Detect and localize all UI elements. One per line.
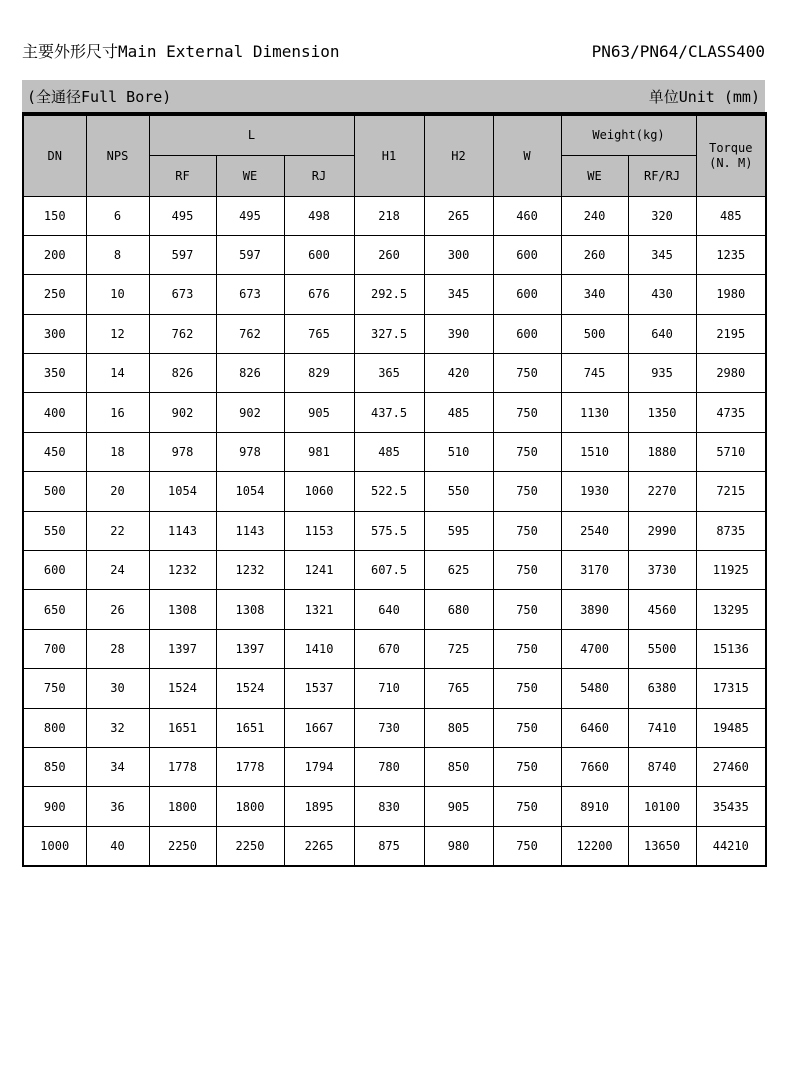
table-cell: 500: [561, 314, 628, 353]
table-cell: 1524: [216, 669, 284, 708]
table-cell: 400: [23, 393, 86, 432]
subtitle-bar: [22, 80, 765, 112]
table-cell: 327.5: [354, 314, 424, 353]
table-cell: 1667: [284, 708, 354, 747]
table-cell: 750: [493, 354, 561, 393]
table-cell: 1143: [216, 511, 284, 550]
table-cell: 44210: [696, 826, 766, 865]
table-cell: 19485: [696, 708, 766, 747]
table-cell: 730: [354, 708, 424, 747]
table-cell: 1930: [561, 472, 628, 511]
table-cell: 11925: [696, 551, 766, 590]
table-cell: 437.5: [354, 393, 424, 432]
table-cell: 345: [424, 275, 493, 314]
table-cell: 750: [493, 787, 561, 826]
table-cell: 2980: [696, 354, 766, 393]
table-cell: 650: [23, 590, 86, 629]
table-cell: 17315: [696, 669, 766, 708]
table-row: [23, 235, 766, 274]
table-cell: 1397: [216, 629, 284, 668]
table-cell: 12: [86, 314, 149, 353]
table-cell: 34: [86, 747, 149, 786]
table-cell: 485: [424, 393, 493, 432]
table-cell: 765: [424, 669, 493, 708]
table-cell: 750: [493, 511, 561, 550]
table-cell: 2250: [216, 826, 284, 865]
table-cell: 485: [696, 196, 766, 235]
table-cell: 250: [23, 275, 86, 314]
table-cell: 676: [284, 275, 354, 314]
table-cell: 978: [216, 432, 284, 471]
dimension-table: [22, 112, 767, 867]
table-cell: 600: [493, 235, 561, 274]
table-cell: 390: [424, 314, 493, 353]
table-cell: 902: [149, 393, 216, 432]
table-cell: 345: [628, 235, 696, 274]
table-cell: 1794: [284, 747, 354, 786]
table-cell: 725: [424, 629, 493, 668]
table-header: [23, 114, 766, 196]
table-cell: 13295: [696, 590, 766, 629]
table-row: [23, 826, 766, 865]
table-cell: 2250: [149, 826, 216, 865]
table-cell: 1510: [561, 432, 628, 471]
table-cell: 600: [23, 551, 86, 590]
table-cell: 700: [23, 629, 86, 668]
table-cell: 800: [23, 708, 86, 747]
table-cell: 5480: [561, 669, 628, 708]
col-header-torque: [696, 114, 766, 196]
table-cell: 260: [354, 235, 424, 274]
table-row: [23, 708, 766, 747]
table-cell: 762: [149, 314, 216, 353]
table-cell: 597: [149, 235, 216, 274]
bore-type-label: (全通径Full Bore): [27, 87, 172, 106]
table-cell: 3890: [561, 590, 628, 629]
table-cell: 935: [628, 354, 696, 393]
table-cell: 750: [493, 432, 561, 471]
table-cell: 4560: [628, 590, 696, 629]
table-cell: 22: [86, 511, 149, 550]
table-cell: 260: [561, 235, 628, 274]
unit-label: 单位Unit (mm): [648, 87, 760, 106]
table-cell: 600: [284, 235, 354, 274]
table-cell: 300: [424, 235, 493, 274]
table-cell: 4700: [561, 629, 628, 668]
table-cell: 3730: [628, 551, 696, 590]
table-cell: 1000: [23, 826, 86, 865]
table-row: [23, 275, 766, 314]
table-cell: 902: [216, 393, 284, 432]
pressure-class-label: PN63/PN64/CLASS400: [591, 42, 765, 61]
table-cell: 10100: [628, 787, 696, 826]
table-cell: 980: [424, 826, 493, 865]
table-cell: 2265: [284, 826, 354, 865]
table-cell: 981: [284, 432, 354, 471]
table-cell: 200: [23, 235, 86, 274]
table-cell: 2990: [628, 511, 696, 550]
table-cell: 20: [86, 472, 149, 511]
table-cell: 495: [216, 196, 284, 235]
table-cell: 340: [561, 275, 628, 314]
table-cell: 900: [23, 787, 86, 826]
table-cell: 460: [493, 196, 561, 235]
table-cell: 673: [149, 275, 216, 314]
table-cell: 640: [354, 590, 424, 629]
table-cell: 510: [424, 432, 493, 471]
table-cell: 600: [493, 275, 561, 314]
table-cell: 35435: [696, 787, 766, 826]
table-cell: 365: [354, 354, 424, 393]
col-header-weight: Weight(kg): [561, 114, 696, 155]
table-cell: 292.5: [354, 275, 424, 314]
table-cell: 2195: [696, 314, 766, 353]
table-cell: 1880: [628, 432, 696, 471]
table-cell: 8740: [628, 747, 696, 786]
table-cell: 14: [86, 354, 149, 393]
col-header-h1: H1: [354, 114, 424, 196]
table-cell: 750: [493, 747, 561, 786]
table-cell: 350: [23, 354, 86, 393]
table-cell: 300: [23, 314, 86, 353]
table-cell: 1397: [149, 629, 216, 668]
table-row: [23, 432, 766, 471]
table-cell: 750: [493, 826, 561, 865]
col-header-w: W: [493, 114, 561, 196]
table-cell: 430: [628, 275, 696, 314]
table-cell: 24: [86, 551, 149, 590]
table-cell: 1410: [284, 629, 354, 668]
table-cell: 7410: [628, 708, 696, 747]
table-cell: 450: [23, 432, 86, 471]
table-cell: 30: [86, 669, 149, 708]
table-cell: 498: [284, 196, 354, 235]
table-cell: 1054: [216, 472, 284, 511]
table-cell: 8: [86, 235, 149, 274]
table-cell: 1308: [149, 590, 216, 629]
table-cell: 150: [23, 196, 86, 235]
table-cell: 1054: [149, 472, 216, 511]
table-cell: 750: [493, 551, 561, 590]
table-cell: 36: [86, 787, 149, 826]
table-cell: 597: [216, 235, 284, 274]
table-cell: 27460: [696, 747, 766, 786]
table-cell: 18: [86, 432, 149, 471]
table-row: [23, 669, 766, 708]
table-cell: 680: [424, 590, 493, 629]
table-cell: 575.5: [354, 511, 424, 550]
table-row: [23, 787, 766, 826]
table-cell: 420: [424, 354, 493, 393]
table-cell: 265: [424, 196, 493, 235]
table-row: [23, 747, 766, 786]
table-cell: 1241: [284, 551, 354, 590]
table-row: [23, 314, 766, 353]
table-cell: 826: [149, 354, 216, 393]
table-cell: 829: [284, 354, 354, 393]
table-cell: 12200: [561, 826, 628, 865]
col-header-l-rj: RJ: [284, 155, 354, 196]
table-cell: 750: [493, 708, 561, 747]
table-row: [23, 196, 766, 235]
table-cell: 320: [628, 196, 696, 235]
table-cell: 550: [424, 472, 493, 511]
table-cell: 750: [493, 669, 561, 708]
table-cell: 673: [216, 275, 284, 314]
table-body: [23, 196, 766, 866]
table-cell: 240: [561, 196, 628, 235]
table-cell: 1651: [149, 708, 216, 747]
table-cell: 40: [86, 826, 149, 865]
table-row: [23, 511, 766, 550]
table-cell: 1350: [628, 393, 696, 432]
page-title: 主要外形尺寸Main External Dimension: [22, 42, 340, 61]
table-cell: 1153: [284, 511, 354, 550]
table-cell: 26: [86, 590, 149, 629]
table-cell: 1235: [696, 235, 766, 274]
table-cell: 830: [354, 787, 424, 826]
table-cell: 1651: [216, 708, 284, 747]
table-cell: 640: [628, 314, 696, 353]
table-row: [23, 590, 766, 629]
table-cell: 522.5: [354, 472, 424, 511]
title-row: [22, 42, 765, 62]
table-row: [23, 354, 766, 393]
table-cell: 1232: [149, 551, 216, 590]
col-header-l-rf: RF: [149, 155, 216, 196]
table-cell: 1778: [216, 747, 284, 786]
table-row: [23, 551, 766, 590]
table-cell: 8910: [561, 787, 628, 826]
table-cell: 750: [493, 472, 561, 511]
table-cell: 16: [86, 393, 149, 432]
col-header-l-we: WE: [216, 155, 284, 196]
col-header-dn: DN: [23, 114, 86, 196]
table-cell: 1130: [561, 393, 628, 432]
table-cell: 805: [424, 708, 493, 747]
col-header-h2: H2: [424, 114, 493, 196]
table-cell: 15136: [696, 629, 766, 668]
col-header-l: L: [149, 114, 354, 155]
table-cell: 762: [216, 314, 284, 353]
table-row: [23, 629, 766, 668]
table-cell: 875: [354, 826, 424, 865]
table-cell: 1524: [149, 669, 216, 708]
table-cell: 4735: [696, 393, 766, 432]
table-cell: 750: [493, 629, 561, 668]
datasheet-page: [0, 42, 787, 867]
table-cell: 745: [561, 354, 628, 393]
table-cell: 595: [424, 511, 493, 550]
table-cell: 600: [493, 314, 561, 353]
table-cell: 1980: [696, 275, 766, 314]
table-cell: 7660: [561, 747, 628, 786]
table-cell: 485: [354, 432, 424, 471]
table-cell: 6: [86, 196, 149, 235]
table-cell: 13650: [628, 826, 696, 865]
table-cell: 1895: [284, 787, 354, 826]
table-cell: 1537: [284, 669, 354, 708]
table-cell: 750: [23, 669, 86, 708]
col-header-weight-we: WE: [561, 155, 628, 196]
col-header-nps: NPS: [86, 114, 149, 196]
table-cell: 826: [216, 354, 284, 393]
col-header-weight-rfrj: RF/RJ: [628, 155, 696, 196]
table-cell: 670: [354, 629, 424, 668]
table-cell: 7215: [696, 472, 766, 511]
torque-label-line2: (N. M): [709, 155, 753, 170]
table-cell: 1060: [284, 472, 354, 511]
table-cell: 2540: [561, 511, 628, 550]
table-cell: 1232: [216, 551, 284, 590]
table-cell: 607.5: [354, 551, 424, 590]
table-row: [23, 393, 766, 432]
table-row: [23, 472, 766, 511]
table-cell: 500: [23, 472, 86, 511]
table-cell: 905: [424, 787, 493, 826]
table-cell: 765: [284, 314, 354, 353]
table-cell: 2270: [628, 472, 696, 511]
table-cell: 5710: [696, 432, 766, 471]
table-cell: 978: [149, 432, 216, 471]
table-cell: 5500: [628, 629, 696, 668]
table-cell: 6460: [561, 708, 628, 747]
table-cell: 3170: [561, 551, 628, 590]
table-cell: 750: [493, 590, 561, 629]
table-cell: 625: [424, 551, 493, 590]
table-cell: 710: [354, 669, 424, 708]
table-cell: 1800: [216, 787, 284, 826]
table-cell: 1143: [149, 511, 216, 550]
header-row-1: [23, 114, 766, 155]
table-cell: 8735: [696, 511, 766, 550]
table-cell: 850: [424, 747, 493, 786]
table-cell: 750: [493, 393, 561, 432]
torque-label-line1: Torque: [709, 140, 753, 155]
table-cell: 1800: [149, 787, 216, 826]
table-cell: 218: [354, 196, 424, 235]
table-cell: 850: [23, 747, 86, 786]
table-cell: 1778: [149, 747, 216, 786]
table-cell: 32: [86, 708, 149, 747]
table-cell: 1308: [216, 590, 284, 629]
table-cell: 495: [149, 196, 216, 235]
table-cell: 6380: [628, 669, 696, 708]
table-cell: 28: [86, 629, 149, 668]
table-cell: 10: [86, 275, 149, 314]
table-cell: 780: [354, 747, 424, 786]
table-cell: 1321: [284, 590, 354, 629]
table-cell: 905: [284, 393, 354, 432]
table-cell: 550: [23, 511, 86, 550]
